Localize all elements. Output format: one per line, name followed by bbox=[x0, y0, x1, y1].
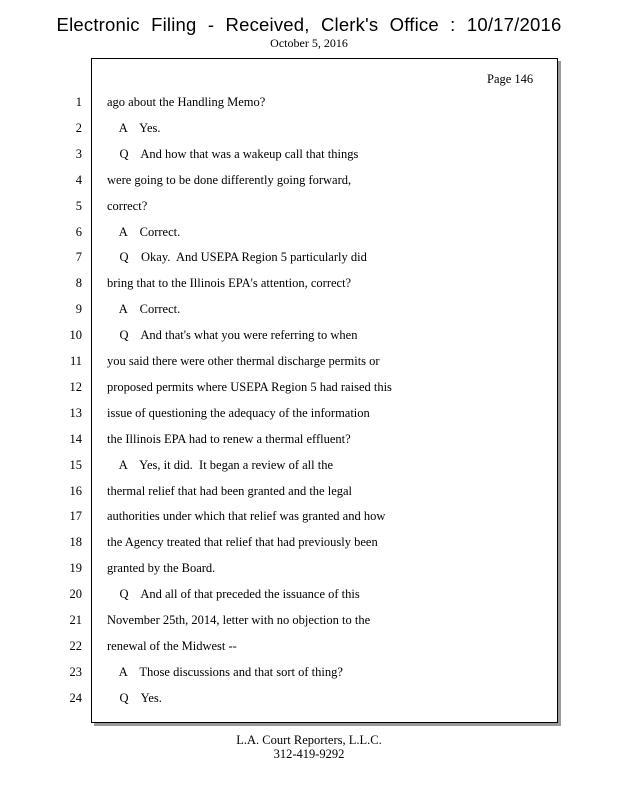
page-number: Page 146 bbox=[487, 72, 534, 86]
line-number: 17 bbox=[69, 509, 82, 524]
transcript-line: Q And that's what you were referring to when bbox=[107, 328, 358, 343]
court-reporter-phone: 312-419-9292 bbox=[273, 747, 345, 761]
transcript-line: Q Okay. And USEPA Region 5 particularly did bbox=[107, 250, 367, 265]
line-number: 19 bbox=[69, 561, 82, 576]
transcript-line: proposed permits where USEPA Region 5 had raised this bbox=[107, 379, 392, 394]
transcript-line: bring that to the Illinois EPA's attention, correct? bbox=[107, 276, 352, 291]
line-number: 9 bbox=[75, 302, 82, 317]
transcript-line: Q And how that was a wakeup call that things bbox=[107, 146, 359, 161]
transcript-line: November 25th, 2014, letter with no objection to the bbox=[107, 613, 371, 627]
line-number: 1 bbox=[75, 95, 82, 109]
transcript-line: A Correct. bbox=[107, 224, 181, 239]
transcript-line: renewal of the Midwest -- bbox=[107, 638, 237, 653]
transcript-line: ago about the Handling Memo? bbox=[107, 95, 266, 109]
line-number: 23 bbox=[69, 664, 82, 679]
transcript-line: the Agency treated that relief that had previously been bbox=[107, 535, 378, 550]
line-number: 3 bbox=[75, 146, 82, 161]
line-number: 8 bbox=[75, 276, 82, 291]
court-reporter-name: L.A. Court Reporters, L.L.C. bbox=[236, 733, 382, 747]
line-number: 11 bbox=[69, 354, 82, 368]
line-number: 13 bbox=[69, 405, 82, 420]
line-number: 22 bbox=[69, 638, 82, 653]
filing-date: October 5, 2016 bbox=[270, 36, 348, 50]
transcript-line: authorities under which that relief was granted and how bbox=[107, 509, 386, 524]
line-number: 2 bbox=[75, 120, 82, 135]
transcript-line: A Those discussions and that sort of thing? bbox=[107, 664, 343, 679]
transcript-line: were going to be done differently going forward, bbox=[107, 172, 352, 187]
filing-stamp-title: Electronic Filing - Received, Clerk's Office : 10/17/2016 bbox=[56, 14, 562, 35]
line-number: 5 bbox=[75, 198, 82, 213]
line-number: 6 bbox=[75, 224, 82, 239]
transcript-line: correct? bbox=[107, 198, 148, 213]
transcript-line: Q And all of that preceded the issuance of this bbox=[107, 587, 360, 602]
line-number: 16 bbox=[69, 483, 82, 498]
line-number: 20 bbox=[69, 587, 82, 602]
transcript-line: Q Yes. bbox=[107, 690, 162, 705]
transcript-line: thermal relief that had been granted and the legal bbox=[107, 483, 353, 498]
line-number: 10 bbox=[69, 328, 82, 343]
line-number: 4 bbox=[75, 172, 82, 187]
transcript-line: A Yes, it did. It began a review of all the bbox=[107, 457, 334, 472]
transcript-line: A Yes. bbox=[107, 120, 161, 135]
line-number: 7 bbox=[75, 250, 82, 265]
line-number: 14 bbox=[69, 431, 82, 446]
line-number: 24 bbox=[69, 690, 82, 705]
transcript-line: granted by the Board. bbox=[107, 561, 216, 576]
line-number: 18 bbox=[69, 535, 82, 550]
line-number: 12 bbox=[69, 379, 82, 394]
transcript-line: the Illinois EPA had to renew a thermal effluent? bbox=[107, 431, 351, 446]
transcript-line: you said there were other thermal discharge permits or bbox=[107, 354, 380, 368]
line-number: 15 bbox=[69, 457, 82, 472]
transcript-line: A Correct. bbox=[107, 302, 181, 317]
line-number: 21 bbox=[69, 613, 82, 627]
transcript-line: issue of questioning the adequacy of the information bbox=[107, 405, 370, 420]
